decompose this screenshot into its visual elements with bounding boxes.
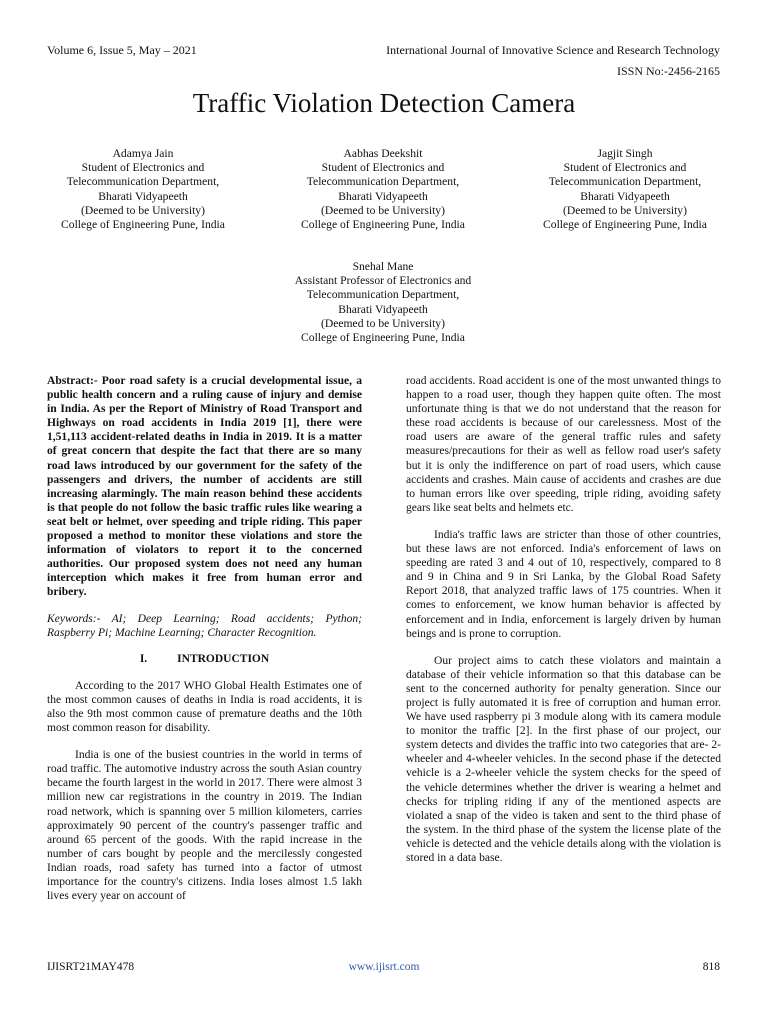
author-affiliation-line: Telecommunication Department, bbox=[306, 175, 460, 189]
author-affiliation-line: College of Engineering Pune, India bbox=[301, 331, 465, 345]
left-column bbox=[47, 374, 362, 903]
author-affiliation-line: Telecommunication Department, bbox=[548, 175, 702, 189]
author-block-3 bbox=[505, 147, 745, 232]
author-affiliation-line: Bharati Vidyapeeth bbox=[98, 189, 188, 203]
body-paragraph: According to the 2017 WHO Global Health Estimates one of the most common causes of deaths in India is road accidents, it is also the 9th most common cause of premature deaths and the 10th most common reason for disability. bbox=[47, 679, 362, 735]
author-affiliation-line: College of Engineering Pune, India bbox=[543, 218, 707, 232]
section-number: I. bbox=[139, 652, 148, 665]
author-block-2 bbox=[263, 147, 503, 232]
journal-website-link[interactable]: www.ijisrt.com bbox=[348, 961, 420, 973]
paper-id: IJISRT21MAY478 bbox=[47, 961, 135, 973]
body-paragraph: India's traffic laws are stricter than those of other countries, but these laws are not enforced. India's enforcement of laws on speeding are rated 3 and 4 out of 10, respectively, compared to 8 and 9 in China and 9 in Sri Lanka, by the Global Road Safety Report 2018, that analyzed traffic laws of 175 countries. When it comes to enforcement, we know human behavior is affected by enforcement and in India, enforcement is largely driven by human beings and is prone to corruption. bbox=[406, 528, 721, 640]
author-affiliation-line: Bharati Vidyapeeth bbox=[580, 189, 670, 203]
author-block-1 bbox=[23, 147, 263, 232]
author-affiliation-line: Student of Electronics and bbox=[563, 161, 687, 175]
author-affiliation-line: Assistant Professor of Electronics and bbox=[294, 274, 472, 288]
journal-name: International Journal of Innovative Science and Research Technology bbox=[386, 43, 720, 57]
author-affiliation-line: (Deemed to be University) bbox=[81, 203, 205, 217]
abstract: Abstract:- Poor road safety is a crucial developmental issue, a public health concern and a ruling cause of injury and demise in India. As per the Report of Ministry of Road Transport and Highways on road accidents in India 2019 [1], there were 1,51,113 accident-related deaths in India in 2019. It is a matter of great concern that despite the fact that there are so many road laws introduced by our government for the safety of the passengers and drivers, the number of accidents are still increasing alarmingly. The main reason behind these accidents is that people do not follow the basic traffic rules like wearing a seat belt or helmet, over speeding and triple riding. This paper proposed a method to monitor these violations and store the information of violators to report it to the concerned authorities. Our proposed system does not need any human interception which makes it free from human error and bribery. bbox=[47, 375, 362, 599]
section-title: INTRODUCTION bbox=[177, 652, 270, 665]
author-name: Adamya Jain bbox=[112, 147, 174, 160]
keywords: Keywords:- AI; Deep Learning; Road accidents; Python; Raspberry Pi; Machine Learning; Character Recognition. bbox=[47, 612, 362, 639]
volume-info: Volume 6, Issue 5, May – 2021 bbox=[47, 43, 197, 57]
author-affiliation-line: (Deemed to be University) bbox=[321, 203, 445, 217]
author-affiliation-line: Telecommunication Department, bbox=[306, 288, 460, 302]
author-affiliation-line: Student of Electronics and bbox=[321, 161, 445, 175]
author-name: Snehal Mane bbox=[352, 260, 414, 273]
author-affiliation-line: (Deemed to be University) bbox=[563, 203, 687, 217]
author-affiliation-line: Telecommunication Department, bbox=[66, 175, 220, 189]
author-affiliation-line: College of Engineering Pune, India bbox=[301, 218, 465, 232]
body-paragraph: Our project aims to catch these violators and maintain a database of their vehicle information so that this database can be sent to the concerned authority for penalty generation. Since our project is fully automated it is free of corruption and human error. We have used raspberry pi 3 module along with its camera module to monitor the traffic [2]. In the first phase of our project, our system detects and divides the traffic into two categories that are- 2-wheeler and 4-wheeler vehicles. In the second phase if the detected vehicle is a 2-wheeler vehicle the system checks for the speed of the vehicle determines whether the driver is wearing a helmet and checks for tripling riding if any of the mentioned aspects are violated a snap of the video is taken and sent to the third phase of the system. In the third phase of the system the license plate of the vehicle is detected and the vehicle details along with the violation is stored in a data base. bbox=[406, 654, 721, 864]
right-column bbox=[406, 374, 721, 865]
author-name: Aabhas Deekshit bbox=[343, 147, 423, 160]
issn: ISSN No:-2456-2165 bbox=[616, 64, 720, 78]
body-paragraph: road accidents. Road accident is one of the most unwanted things to happen to a road user, though they happen quite often. The most unfortunate thing is that we do not understand that the reason for these road accidents is because of our carelessness. Most of the road users are aware of the general traffic rules and safety measures/precautions for their as well as fellow road user's safety but it is only the indifference on part of road users, which cause accidents and crashes. Main cause of accidents and crashes are due to human errors like over speeding, triple riding, avoiding safety gears like seat belts and helmets etc. bbox=[406, 375, 721, 514]
section-heading bbox=[47, 652, 362, 666]
author-affiliation-line: (Deemed to be University) bbox=[321, 316, 445, 330]
author-affiliation-line: Student of Electronics and bbox=[81, 161, 205, 175]
body-paragraph: India is one of the busiest countries in the world in terms of road traffic. The automotive industry across the south Asian country became the fourth largest in the world in 2017. There were almost 3 million new car registrations in the country in 2019. The Indian road network, which is spanning over 5 million kilometers, carries approximately 90 percent of the country's passenger traffic and around 65 percent of the goods. With the rapid increase in the number of cars bought by people and the mercilessly congested Indian roads, road safety has turned into a factor of utmost importance for the country's citizens. India loses almost 1.5 lakh lives every year on account of bbox=[47, 749, 362, 903]
author-block-4 bbox=[263, 260, 503, 345]
author-affiliation-line: Bharati Vidyapeeth bbox=[338, 302, 428, 316]
author-affiliation-line: Bharati Vidyapeeth bbox=[338, 189, 428, 203]
author-name: Jagjit Singh bbox=[597, 147, 653, 160]
author-affiliation-line: College of Engineering Pune, India bbox=[61, 218, 225, 232]
page-number: 818 bbox=[702, 961, 720, 973]
paper-title: Traffic Violation Detection Camera bbox=[192, 88, 576, 118]
